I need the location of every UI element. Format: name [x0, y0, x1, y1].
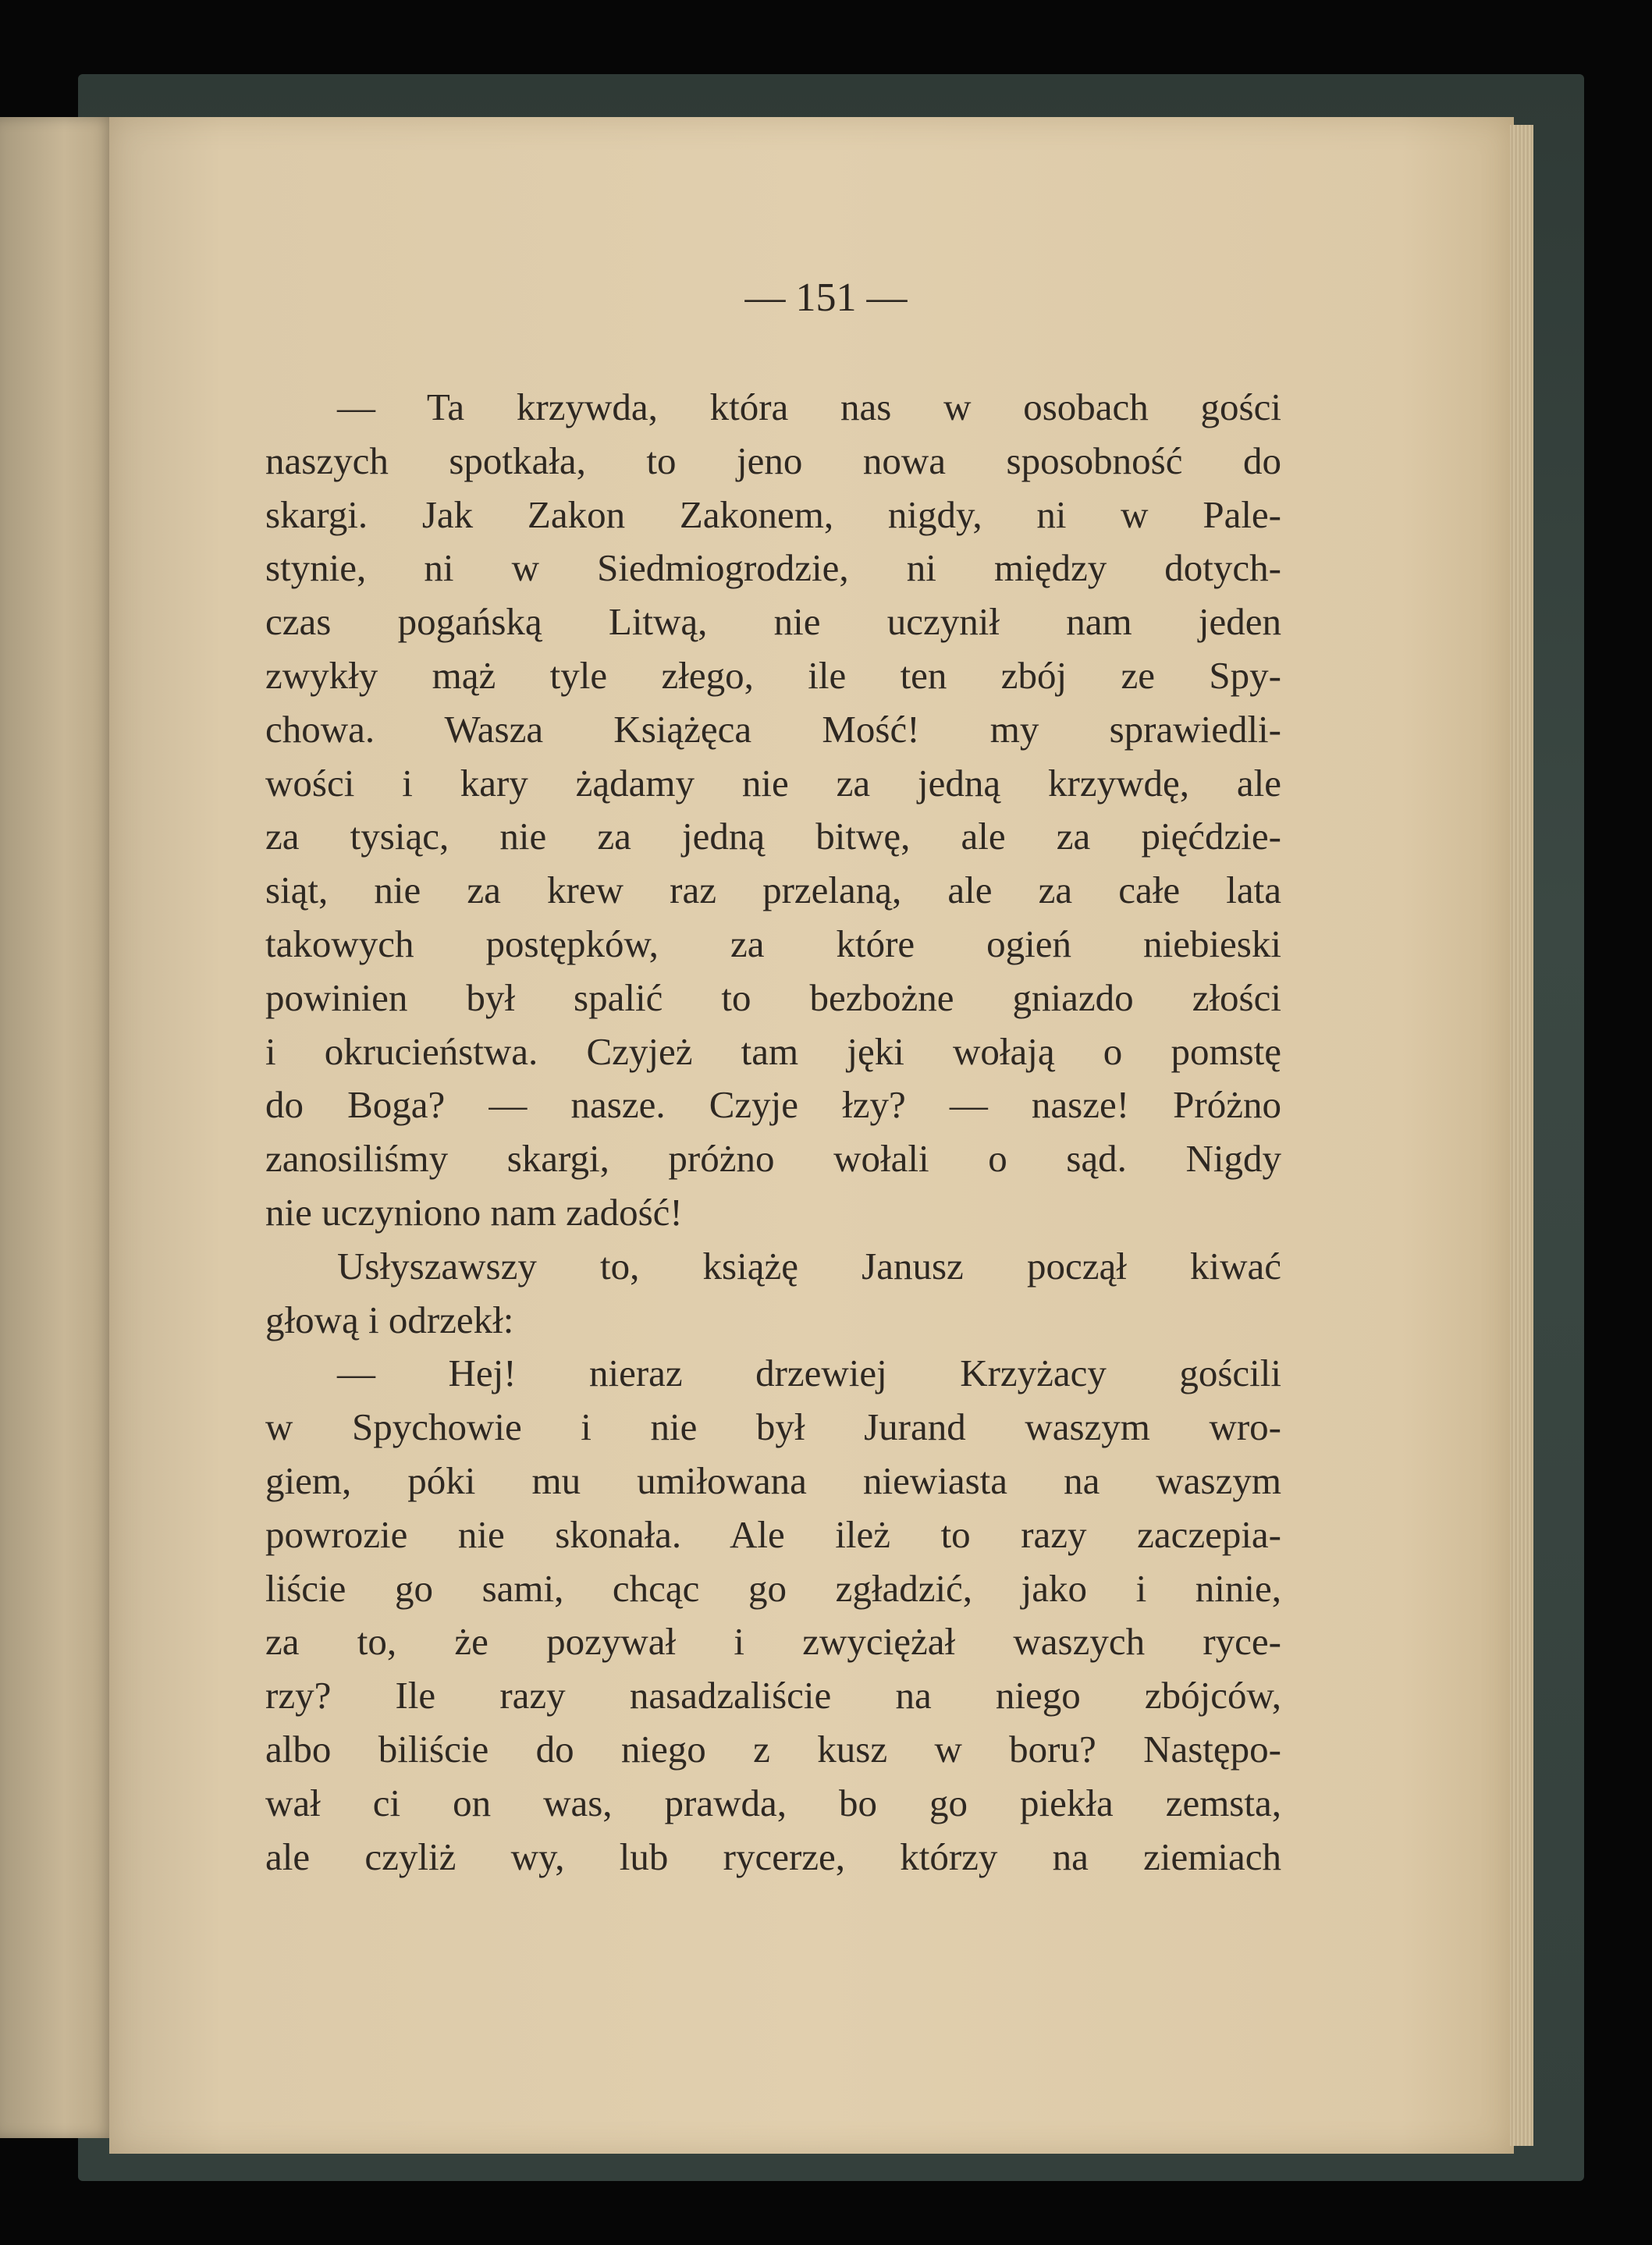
text-line: do Boga? — nasze. Czyje łzy? — nasze! Próżno — [265, 1083, 1281, 1127]
text-line: i okrucieństwa. Czyjeż tam jęki wołają o pomstę — [265, 1029, 1281, 1073]
text-line: giem, póki mu umiłowana niewiasta na waszym — [265, 1458, 1281, 1502]
text-line: — Ta krzywda, która nas w osobach gości — [337, 385, 1281, 428]
text-line: powrozie nie skonała. Ale ileż to razy zaczepia- — [265, 1512, 1281, 1556]
text-line: chowa. Wasza Książęca Mość! my sprawiedli- — [265, 707, 1281, 751]
page-number: — 151 — — [744, 275, 908, 320]
text-line: wości i kary żądamy nie za jedną krzywdę, ale — [265, 761, 1281, 805]
text-line: — Hej! nieraz drzewiej Krzyżacy gościli — [337, 1352, 1281, 1395]
text-line: stynie, ni w Siedmiogrodzie, ni między dotych- — [265, 546, 1281, 590]
text-line: Usłyszawszy to, książę Janusz począł kiwać — [337, 1244, 1281, 1288]
text-line: takowych postępków, za które ogień niebieski — [265, 922, 1281, 965]
text-line: rzy? Ile razy nasadzaliście na niego zbójców, — [265, 1674, 1281, 1717]
text-line: liście go sami, chcąc go zgładzić, jako i ninie, — [265, 1566, 1281, 1610]
page-text — [265, 381, 1281, 1884]
text-line: zwykły mąż tyle złego, ile ten zbój ze Spy- — [265, 653, 1281, 697]
text-line: powinien był spalić to bezbożne gniazdo złości — [265, 975, 1281, 1019]
page-edges — [1510, 125, 1533, 2146]
left-page-edge — [0, 117, 117, 2138]
text-line: w Spychowie i nie był Jurand waszym wro- — [265, 1405, 1281, 1449]
text-line: za to, że pozywał i zwyciężał waszych ryce- — [265, 1620, 1281, 1664]
text-line: skargi. Jak Zakon Zakonem, nigdy, ni w Pale- — [265, 492, 1281, 536]
text-line: głową i odrzekł: — [265, 1298, 514, 1341]
text-line: zanosiliśmy skargi, próżno wołali o sąd. Nigdy — [265, 1137, 1281, 1181]
text-line: siąt, nie za krew raz przelaną, ale za całe lata — [265, 869, 1281, 912]
text-line: albo biliście do niego z kusz w boru? Następo- — [265, 1727, 1281, 1771]
text-line: za tysiąc, nie za jedną bitwę, ale za pięćdzie- — [265, 815, 1281, 858]
text-line: nie uczyniono nam zadość! — [265, 1190, 683, 1234]
text-line: ale czyliż wy, lub rycerze, którzy na ziemiach — [265, 1835, 1281, 1878]
text-line: naszych spotkała, to jeno nowa sposobność do — [265, 439, 1281, 482]
text-line: czas pogańską Litwą, nie uczynił nam jeden — [265, 600, 1281, 644]
text-line: wał ci on was, prawda, bo go piekła zemsta, — [265, 1781, 1281, 1824]
